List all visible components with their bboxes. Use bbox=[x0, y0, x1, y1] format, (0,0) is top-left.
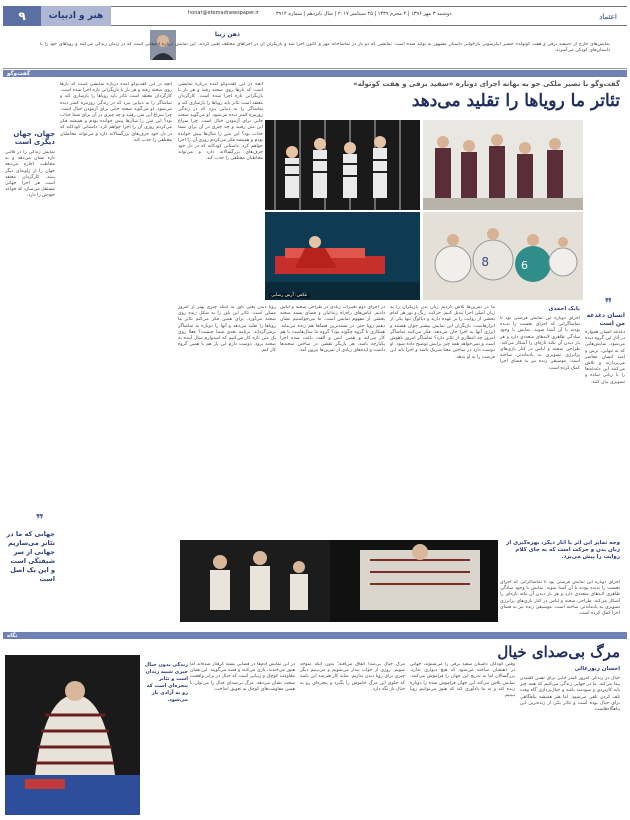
bottom-article-author: احسان زیورعالی bbox=[574, 666, 620, 672]
review-text: اجرای دوباره این نمایش فرصتی بود تا تماشاگرانی که اجرای نخست را ندیده بودند با آن آشنا شوند. نمایش با وجود سادگی ظاهری لایه‌های متعددی دارد و هر بار دیدن آن نکته تازه‌ای را آشکار می‌کند. طراحی صحنه و لباس در کنار بازی‌های پرانرژی تصویری به یادماندنی ساخته است. موسیقی زنده نیز به فضای اجرا کمک کرده است. bbox=[500, 316, 580, 371]
section-email[interactable]: honar@etemadnewspaper.ir bbox=[188, 10, 259, 16]
newspaper-logo: اعتماد bbox=[599, 11, 617, 21]
bottom-article-col-3: مرگ خیال بی‌صدا اتفاق می‌افتد؛ بدون آنکه متوجه شویم. روزی از خواب بیدار می‌شویم و می‌بینیم دیگر چیزی برای رویا دیدن نداریم. شاید کار هنرمند این باشد که جلوی این مرگ خاموش را بگیرد و پنجره‌ای رو به خیال باز نگه دارد. bbox=[300, 662, 405, 692]
svg-text:8: 8 bbox=[481, 255, 489, 269]
top-strip-label: ذهن زیبا bbox=[214, 31, 240, 38]
right-side-text: دغدغه انسان همواره در آثار این گروه دیده می‌شود. نمایش‌هایی که به تنهایی، ترس و امید انسان معاصر می‌پردازند و تلاش می‌کنند این دغدغه‌ها را با زبانی ساده و تصویری بیان کنند. bbox=[585, 330, 625, 385]
bottom-article-highlight: زندگی بدون خیال چیزی شبیه زندان است و تئاتر پنجره‌ای است که رو به آزادی باز می‌شود. bbox=[144, 662, 188, 703]
svg-text:6: 6 bbox=[521, 259, 528, 272]
main-photo-4 bbox=[423, 212, 583, 300]
photo-credit: عکس: آرش رضایی bbox=[271, 293, 308, 298]
divider bbox=[3, 68, 627, 69]
main-article-col-3: در اجرای دوم تغییرات زیادی در طراحی صحنه و لباس دادیم. لباس‌های راه‌راه زندانیان و فضای بسته صحنه بخشی از مفهوم نمایش است. ما می‌خواستیم نشان دهیم رویا حتی در بسته‌ترین فضاها هم زنده می‌ماند. همکاری با گروه چگونه بود؟ گروه ما سال‌هاست با هم کار می‌کند و همین انس و الفت باعث شده اجرا یکپارچه باشد. هر بازیگر نقشی در ساختن صحنه‌ها داشت و ایده‌های زیادی از تمرین‌ها بیرون آمد. bbox=[280, 305, 385, 354]
bottom-article-col-4: در این نمایش آدم‌ها در فضایی بسته گرفتار شده‌اند اما هنوز می‌خندند، بازی می‌کنند و قصه می‌گویند. این همان مقاومت کوچک و زیبایی است که خیال در برابر واقعیت سخت نشان می‌دهد. مرگ بی‌صدای خیال را می‌توان با همین مقاومت‌های کوچک به تعویق انداخت. bbox=[190, 662, 295, 692]
main-photo-1 bbox=[265, 120, 420, 210]
main-article-tag: گفت‌وگو bbox=[3, 70, 627, 77]
main-photo-2 bbox=[423, 120, 583, 210]
bottom-photo bbox=[5, 655, 140, 815]
left-column-body: آنچه در این گفت‌وگو آمده درباره نمایشی است که بارها روی صحنه رفته و هر بار با بازیگرانی تازه اجرا شده است. کارگردان معتقد است تئاتر باید رویاها را بازسازی کند و تماشاگر را به دنیایی ببرد که در زندگی روزمره کمتر دیده می‌شود. او می‌گوید صحنه جایی برای آزمودن خیال است. چرا سراغ این متن رفتید و چه چیزی در آن برای شما جذاب بود؟ این متن را سال‌ها پیش خوانده بودم و همیشه فکر می‌کردم روزی آن را اجرا خواهم کرد. داستانی کودکانه که در دل خود حرف‌های بزرگسالانه دارد و می‌تواند مخاطبان مختلفی را جذب کند. bbox=[60, 82, 172, 143]
bottom-article-col-1: خیال در زندگی امروز کمتر جایی برای نفس کشیدن پیدا می‌کند. ما در جهانی زندگی می‌کنیم که همه چیز باید کاربردی و سودمند باشد و خیال‌پردازی گاه وقت تلف کردن تلقی می‌شود. اما هنر همیشه پناهگاهی برای خیال بوده است و تئاتر یکی از زنده‌ترین این پناهگاه‌هاست. bbox=[520, 676, 620, 713]
main-article-col-1: آنچه در این گفت‌وگو آمده درباره نمایشی است که بارها روی صحنه رفته و هر بار با بازیگرانی تازه اجرا شده است. کارگردان معتقد است تئاتر باید رویاها را بازسازی کند و تماشاگر را به دنیایی ببرد که در زندگی روزمره کمتر دیده می‌شود. او می‌گوید صحنه جایی برای آزمودن خیال است. چرا سراغ این متن رفتید و چه چیزی در آن برای شما جذاب بود؟ این متن را سال‌ها پیش خوانده بودم و همیشه فکر می‌کردم روزی آن را اجرا خواهم کرد. داستانی کودکانه که در دل خود حرف‌های بزرگسالانه دارد و می‌تواند مخاطبان مختلفی را جذب کند. bbox=[178, 82, 263, 162]
review-highlight: وجه تمایز این اثر با آثار دیگر، بهره‌گیری از زبان بدن و حرکت است که به جای کلام روایت را پیش می‌برد. bbox=[506, 540, 620, 560]
right-side-title: انسان دغدغه من است bbox=[586, 312, 625, 327]
quote-mark-icon: ❞ bbox=[35, 512, 44, 528]
top-strip-text: نمایش‌های خارج از «سفید برفی و هفت کوتوله» جسپر ایکرسونی بازخوانی داستان مشهور به تولید شده است. نمایشی که دو بار در تماشاخانه مهر و کانون اجرا شد و بازیگران آن در اجراهای مختلف تغییر کردند. این نمایش درباره آدم‌هایی است که در زندان زندگی می‌کنند و رویاهای خود را با داستان‌های کودکی می‌آمیزند. bbox=[40, 42, 610, 54]
left-side-quote: جهانی که ما در تئاتر می‌سازیم جهانی از سر شیفتگی است و این یک اصل است bbox=[6, 530, 55, 583]
main-photo-3 bbox=[265, 212, 420, 300]
review-text-continued: اجرای دوباره این نمایش فرصتی بود تا تماشاگرانی که اجرای نخست را ندیده بودند با آن آشنا شوند. نمایش با وجود سادگی ظاهری لایه‌های متعددی دارد و هر بار دیدن آن نکته تازه‌ای را آشکار می‌کند. طراحی صحنه و لباس در کنار بازی‌های پرانرژی تصویری به یادماندنی ساخته است. موسیقی زنده نیز به فضای اجرا کمک کرده است. bbox=[500, 580, 620, 617]
bottom-article-title: مرگ بی‌صدای خیال bbox=[497, 643, 620, 661]
quote-mark-icon: ❞ bbox=[604, 296, 612, 312]
section-title: هنر و ادبیات bbox=[41, 6, 111, 26]
main-article-col-2: ما در تمرین‌ها تلاش کردیم زبان بدن بازیگران را به زبان اصلی اجرا تبدیل کنیم. حرکت، رنگ و نور هر کدام بخشی از روایت را بر عهده دارند و دیالوگ تنها یکی از ابزارهاست. بازیگران این نمایش بیشتر جوان هستند و انرژی آنها به اجرا جان می‌دهد. فکر می‌کنید تماشاگر امروز چه انتظاری از تئاتر دارد؟ تماشاگر امروز باهوش است و نمی‌خواهد همه چیز برایش توضیح داده شود. او دوست دارد در ساختن معنا شریک باشد و اجرا باید این فرصت را به او بدهد. bbox=[390, 305, 495, 360]
bottom-article-col-2: وقتی کودکان داستان سفید برفی را می‌شنوند، جهانی در ذهنشان ساخته می‌شود که هیچ دیواری ندارد. بزرگسالان اما به تدریج این جهان را فراموش می‌کنند. نمایش تلاش می‌کند این جهان فراموش شده را دوباره زنده کند و به ما یادآوری کند که هنوز می‌توانیم رویا ببینیم. bbox=[410, 662, 515, 699]
main-article-title: تئاتر ما رویاها را تقلید می‌دهد bbox=[411, 91, 620, 111]
page-number: ۹ bbox=[3, 6, 41, 26]
left-side-title: جهان، جهان دیگری است bbox=[13, 130, 55, 146]
main-article-kicker: گفت‌وگو با نصیر ملکی جو به بهانه اجرای دوباره «سفید برفی و هفت کوتوله» bbox=[353, 80, 620, 88]
left-side-text: نمایش زندگی را در قالبی تازه نشان می‌دهد و به مخاطب اجازه می‌دهد جهان را از زاویه‌ای دیگر ببیند. کارگردان معتقد است هر اجرا جهانی مستقل می‌سازد که قواعد خودش را دارد. bbox=[5, 150, 55, 199]
review-author: بابک احمدی bbox=[548, 306, 580, 312]
bottom-article-tag: نگاه bbox=[3, 632, 627, 639]
dateline: دوشنبه ۳ مهر ۱۳۹۶ | ۴ محرم ۱۴۳۹ | ۲۵ سپتامبر ۲۰۱۷ | سال پانزدهم | شماره ۳۹۱۴ bbox=[276, 11, 452, 17]
main-article-col-4: رویا دیدن یعنی باور به اینکه چیزی بهتر از امروز ممکن است. تئاتر این باور را به شکل زنده روی صحنه می‌آورد. برای همین فکر می‌کنم تئاتر ما رویاها را تقلید می‌دهد و آنها را دوباره به تماشاگر برمی‌گرداند. برنامه بعدی شما چیست؟ فعلا روی یک متن تازه کار می‌کنیم که امیدوارم سال آینده به صحنه برود. دوست دارم این بار هم با همین گروه کار کنم. bbox=[178, 305, 276, 354]
bottom-wide-photo bbox=[180, 540, 498, 622]
